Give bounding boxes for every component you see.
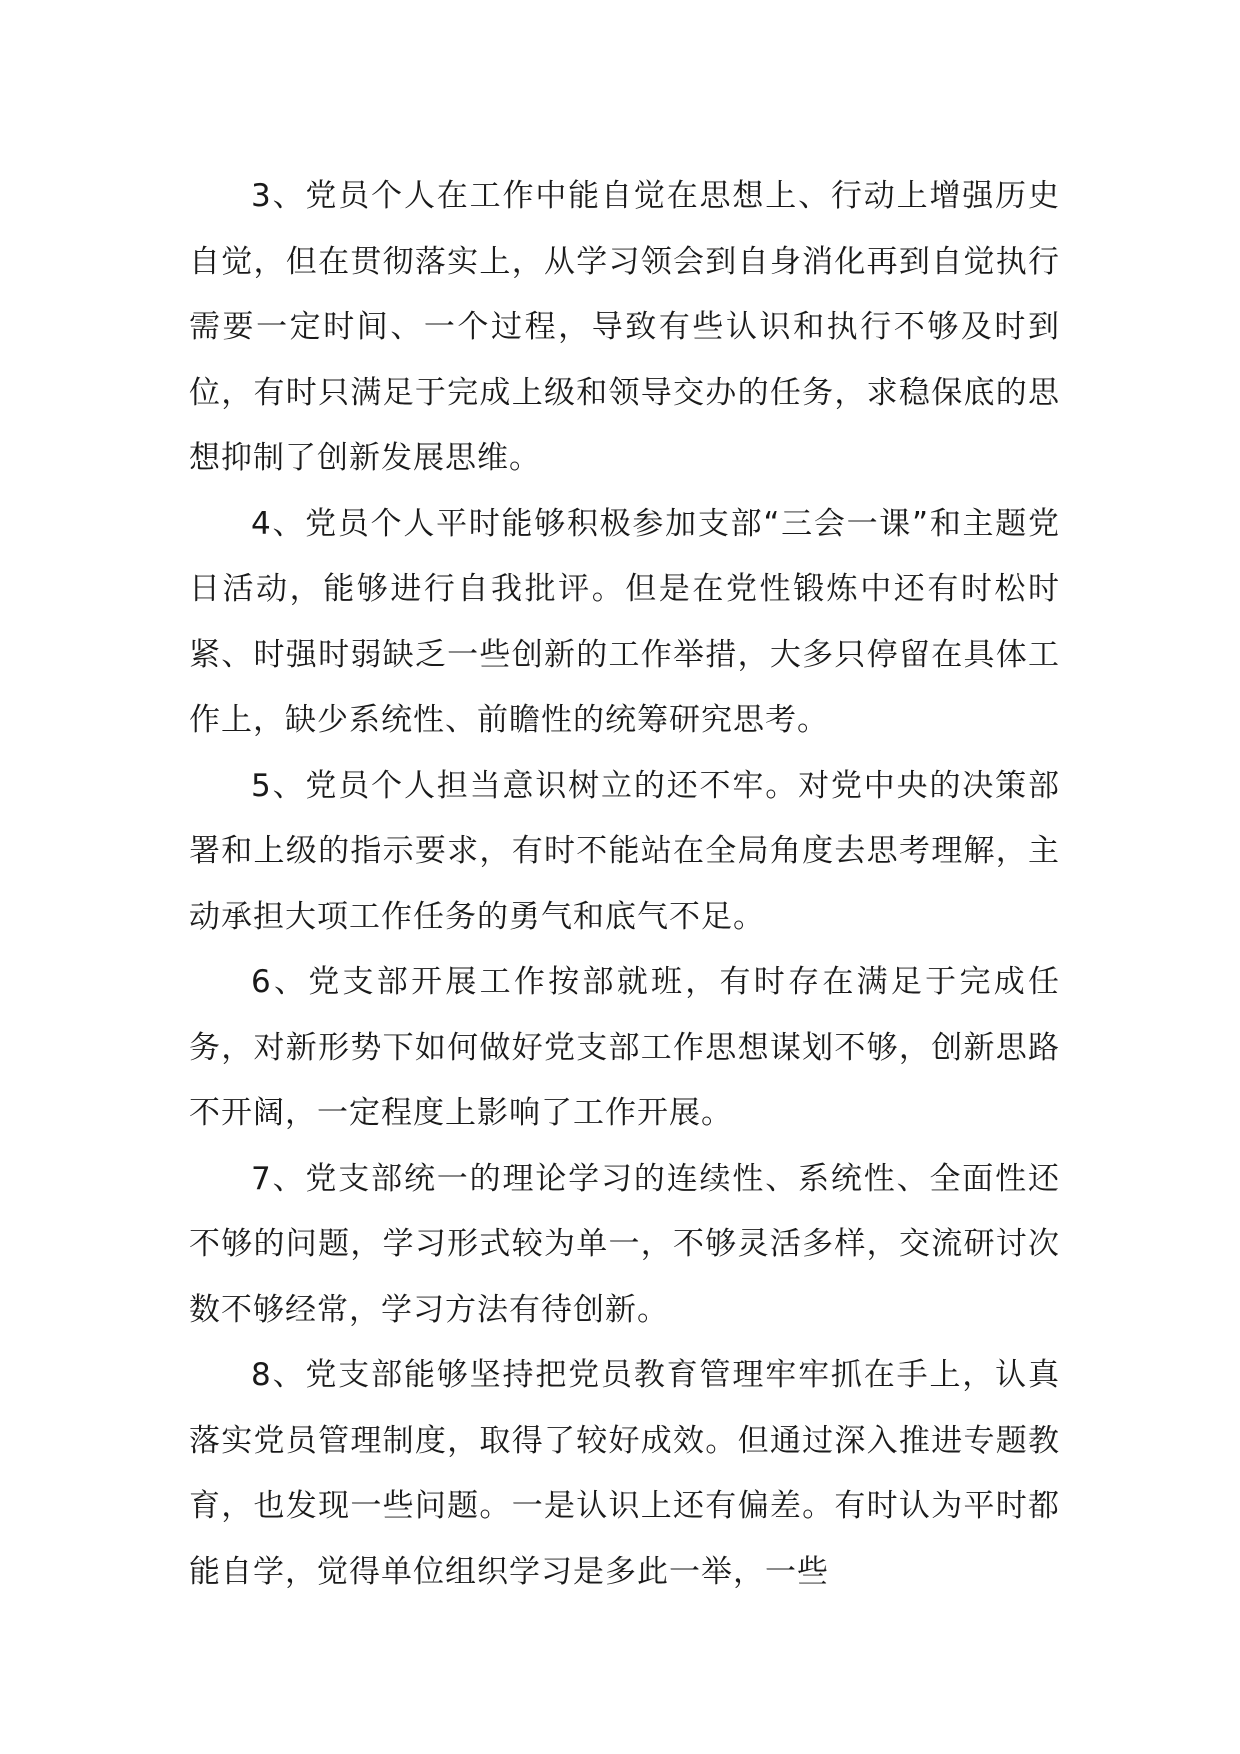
paragraph-7: 7、党支部统一的理论学习的连续性、系统性、全面性还不够的问题，学习形式较为单一，不够灵活多样，交流研讨次数不够经常，学习方法有待创新。	[189, 1160, 1060, 1328]
paragraph-6: 6、党支部开展工作按部就班，有时存在满足于完成任务，对新形势下如何做好党支部工作思想谋划不够，创新思路不开阔，一定程度上影响了工作开展。	[189, 964, 1060, 1131]
paragraph-3: 3、党员个人在工作中能自觉在思想上、行动上增强历史自觉，但在贯彻落实上，从学习领会到自身消化再到自觉执行需要一定时间、一个过程，导致有些认识和执行不够及时到位，有时只满足于完成上级和领导交办的任务，求稳保底的思想抑制了创新发展思维。	[189, 178, 1060, 476]
document-body	[189, 164, 1060, 1605]
paragraph-8: 8、党支部能够坚持把党员教育管理牢牢抓在手上，认真落实党员管理制度，取得了较好成效。但通过深入推进专题教育，也发现一些问题。一是认识上还有偏差。有时认为平时都能自学，觉得单位组织学习是多此一举，一些	[189, 1357, 1060, 1590]
paragraph-5: 5、党员个人担当意识树立的还不牢。对党中央的决策部署和上级的指示要求，有时不能站在全局角度去思考理解，主动承担大项工作任务的勇气和底气不足。	[189, 767, 1060, 935]
paragraph-4: 4、党员个人平时能够积极参加支部“三会一课”和主题党日活动，能够进行自我批评。但是在党性锻炼中还有时松时紧、时强时弱缺乏一些创新的工作举措，大多只停留在具体工作上，缺少系统性、前瞻性的统筹研究思考。	[189, 505, 1060, 738]
